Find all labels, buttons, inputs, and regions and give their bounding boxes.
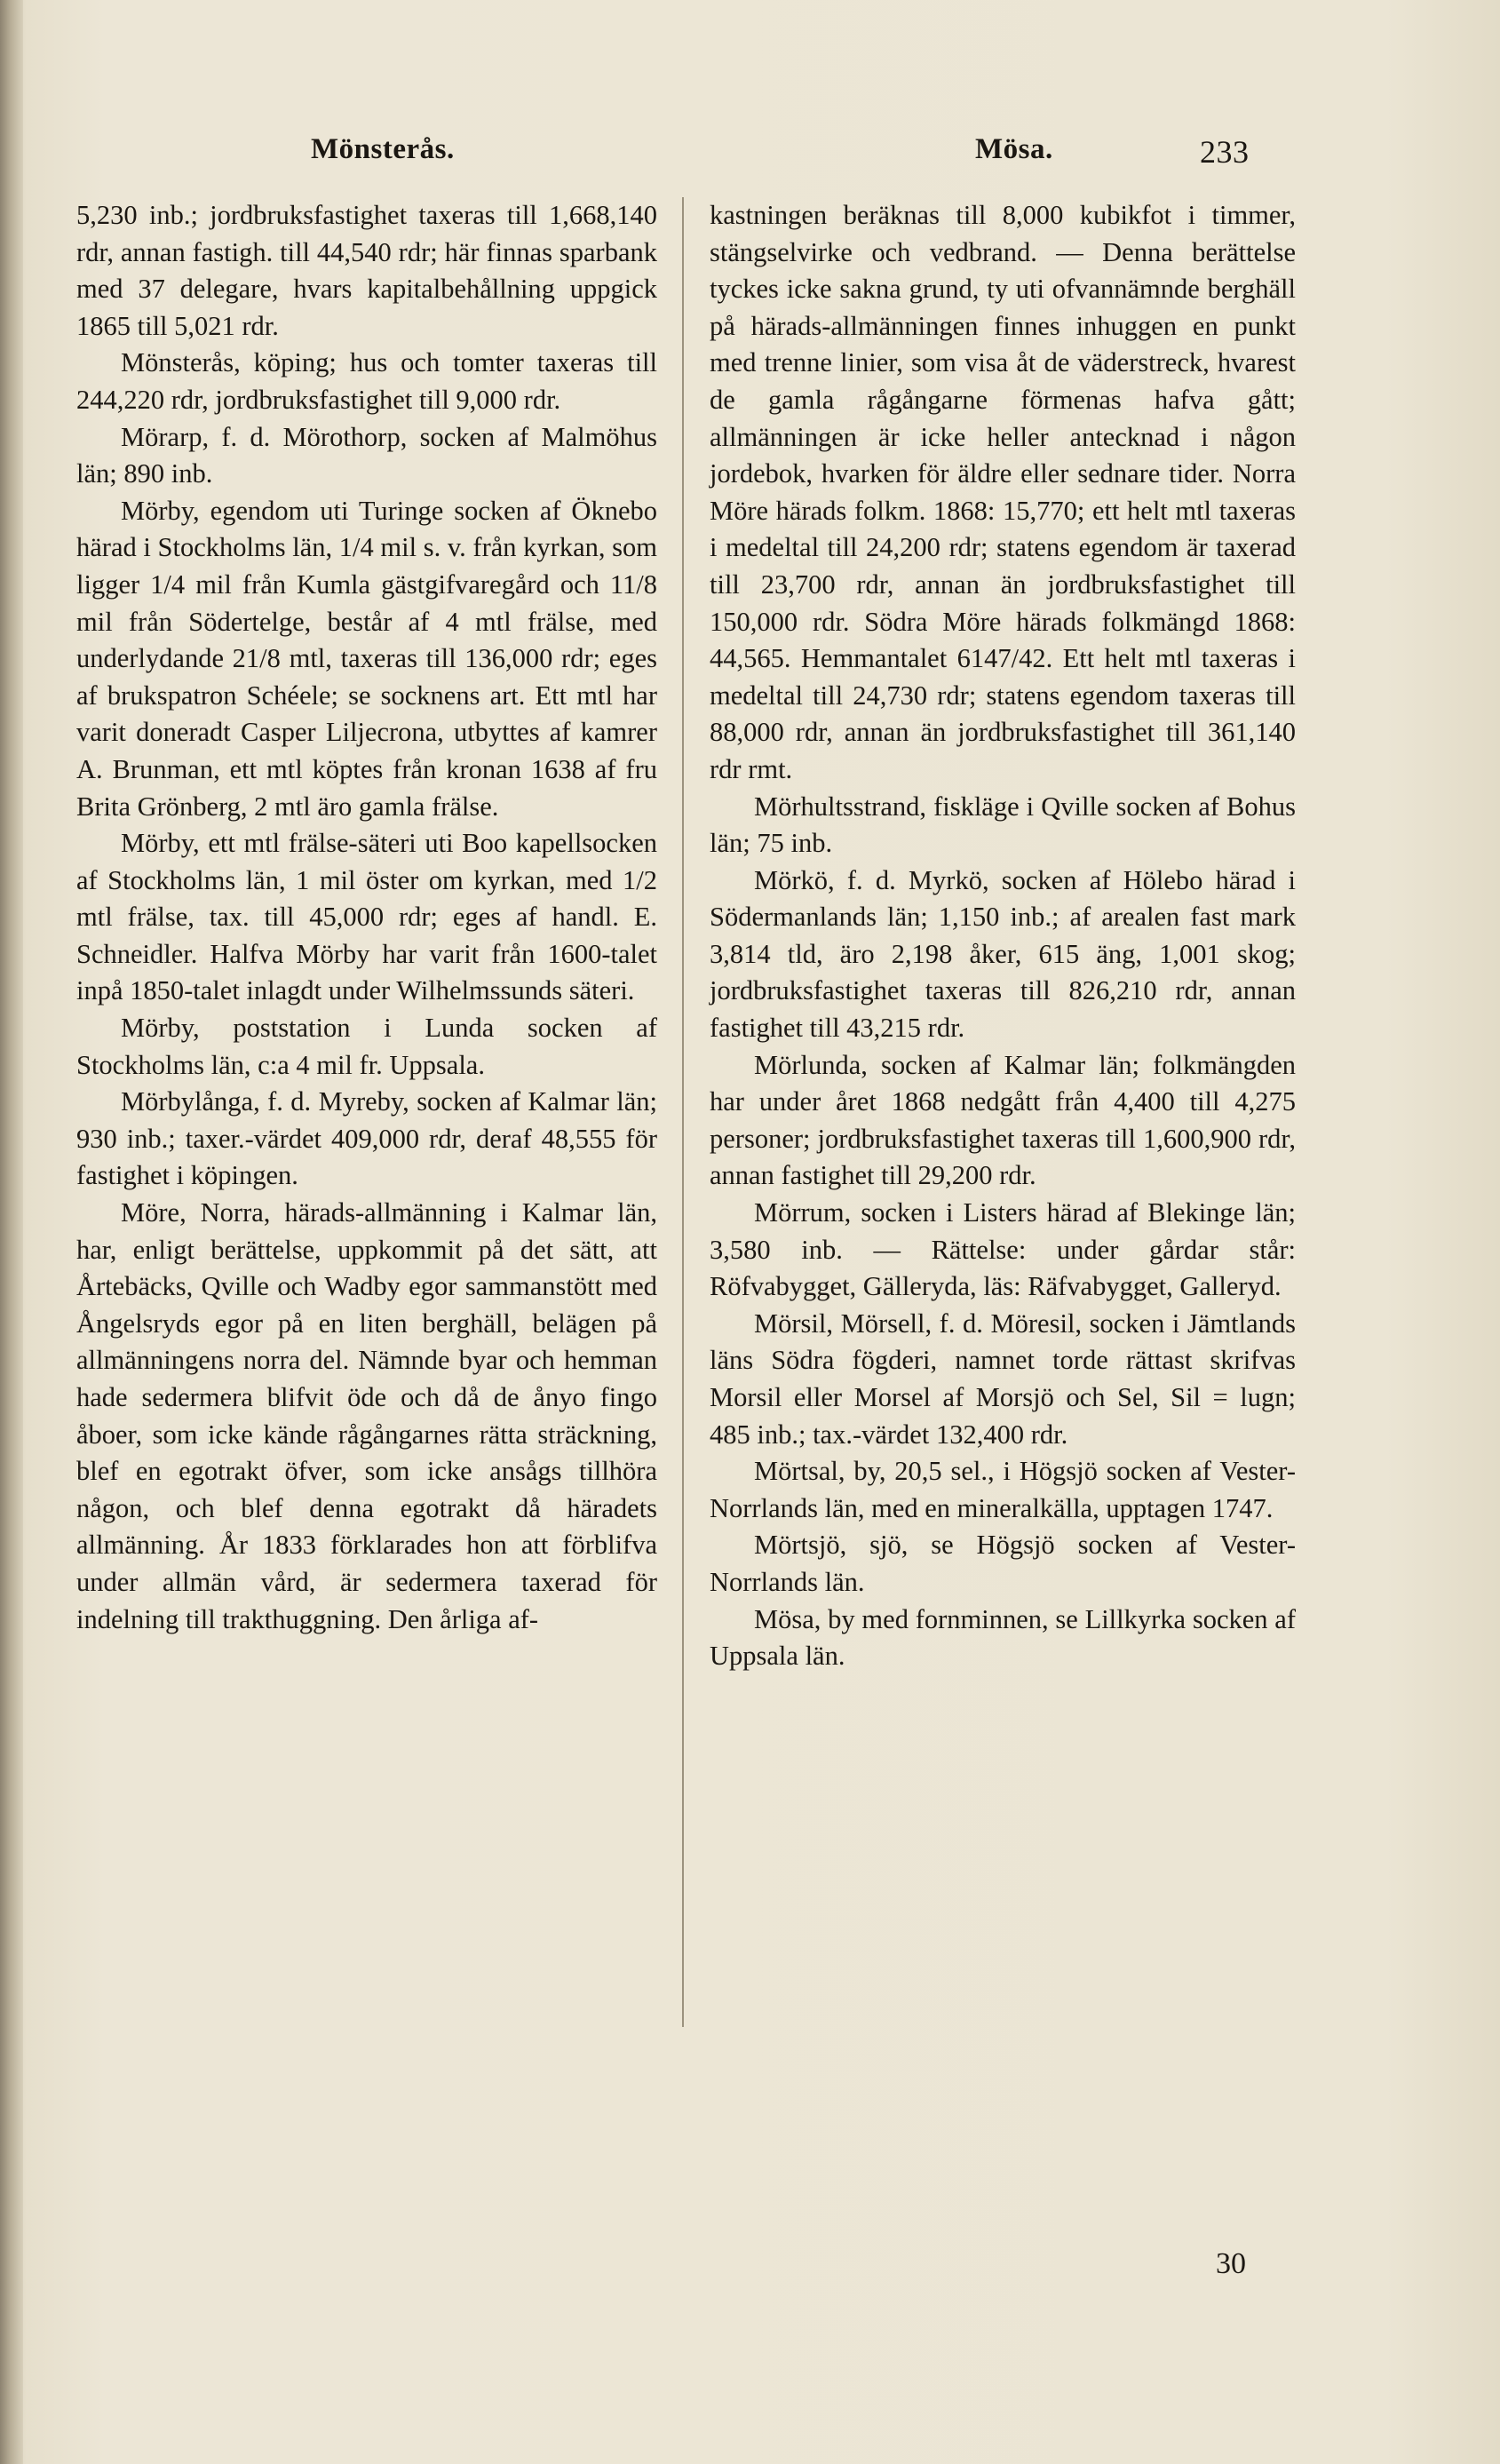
left-column [76, 197, 657, 1638]
right-paragraph-5: Mörrum, socken i Listers härad af Blekinge län; 3,580 inb. — Rättelse: under gårdar står: Röfvabygget, Gälleryda, läs: Räfvabygget, Galleryd. [710, 1197, 1296, 1302]
right-paragraph-8: Mörtsjö, sjö, se Högsjö socken af Vester-Norrlands län. [710, 1530, 1296, 1597]
running-head-right: Mösa. [975, 133, 1053, 165]
left-paragraph-7: Mörbylånga, f. d. Myreby, socken af Kalmar län; 930 inb.; taxer.-värdet 409,000 rdr, deraf 48,555 för fastighet i köpingen. [76, 1086, 657, 1191]
right-paragraph-6: Mörsil, Mörsell, f. d. Möresil, socken i Jämtlands läns Södra fögderi, namnet torde rättast skrifvas Morsil eller Morsel af Morsjö och Sel, Sil = lugn; 485 inb.; tax.-värdet 132,400 rdr. [710, 1308, 1296, 1450]
left-paragraph-3: Mörarp, f. d. Mörothorp, socken af Malmöhus län; 890 inb. [76, 421, 657, 489]
right-paragraph-2: Mörhultsstrand, fiskläge i Qville socken af Bohus län; 75 inb. [710, 791, 1296, 859]
left-paragraph-2: Mönsterås, köping; hus och tomter taxeras till 244,220 rdr, jordbruksfastighet till 9,000 rdr. [76, 347, 657, 415]
left-paragraph-4: Mörby, egendom uti Turinge socken af Öknebo härad i Stockholms län, 1/4 mil s. v. från kyrkan, som ligger 1/4 mil från Kumla gästgifvaregård och 11/8 mil från Södertelge, består af 4 mtl frälse, med underlydande 21/8 mtl, taxeras till 136,000 rdr; eges af brukspatron Schéele; se socknens art. Ett mtl har varit doneradt Casper Liljecrona, utbyttes af kamrer A. Brunman, ett mtl köptes från kronan 1638 af fru Brita Grönberg, 2 mtl äro gamla frälse. [76, 495, 657, 822]
page-binding-edge [0, 0, 23, 2464]
right-paragraph-7: Mörtsal, by, 20,5 sel., i Högsjö socken af Vester-Norrlands län, med en mineralkälla, upptagen 1747. [710, 1456, 1296, 1523]
right-paragraph-1: kastningen beräknas till 8,000 kubikfot i timmer, stängselvirke och vedbrand. — Denna berättelse tyckes icke sakna grund, ty uti ofvannämnde berghäll på härads-allmänningen finnes inhuggen en punkt med trenne linier, som visa åt de väderstreck, hvarest de gamla rågångarne förmenas hafva gått; allmänningen är icke heller antecknad i någon jordebok, hvarken för äldre eller sednare tider. Norra Möre härads folkm. 1868: 15,770; ett helt mtl taxeras i medeltal till 24,200 rdr; statens egendom är taxerad till 23,700 rdr, annan än jordbruksfastighet till 150,000 rdr. Södra Möre härads folkmängd 1868: 44,565. Hemmantalet 6147/42. Ett helt mtl taxeras i medeltal till 24,730 rdr; statens egendom taxeras till 88,000 rdr, annan än jordbruksfastighet till 361,140 rdr rmt. [710, 200, 1296, 784]
left-paragraph-5: Mörby, ett mtl frälse-säteri uti Boo kapellsocken af Stockholms län, 1 mil öster om kyrkan, med 1/2 mtl frälse, tax. till 45,000 rdr; eges af handl. E. Schneidler. Halfva Mörby har varit från 1600-talet inpå 1850-talet inlagdt under Wilhelmssunds säteri. [76, 828, 657, 1006]
right-column [710, 197, 1296, 1675]
column-divider [682, 197, 684, 2027]
page-number: 233 [1200, 134, 1250, 170]
right-paragraph-3: Mörkö, f. d. Myrkö, socken af Hölebo härad i Södermanlands län; 1,150 inb.; af arealen fast mark 3,814 tld, äro 2,198 åker, 615 äng, 1,001 skog; jordbruksfastighet taxeras till 826,210 rdr, annan fastighet till 43,215 rdr. [710, 864, 1296, 1044]
left-paragraph-1: 5,230 inb.; jordbruksfastighet taxeras till 1,668,140 rdr, annan fastigh. till 44,540 rdr; här finnas sparbank med 37 delegare, hvars kapitalbehållning uppgick 1865 till 5,021 rdr. [76, 200, 657, 341]
right-paragraph-4: Mörlunda, socken af Kalmar län; folkmängden har under året 1868 nedgått från 4,400 till 4,275 personer; jordbruksfastighet taxeras till 1,600,900 rdr, annan fastighet till 29,200 rdr. [710, 1049, 1296, 1191]
running-head-left: Mönsterås. [311, 133, 455, 165]
left-paragraph-6: Mörby, poststation i Lunda socken af Stockholms län, c:a 4 mil fr. Uppsala. [76, 1013, 657, 1080]
left-paragraph-8: Möre, Norra, härads-allmänning i Kalmar län, har, enligt berättelse, uppkommit på det sätt, att Årtebäcks, Qville och Wadby egor sammanstött med Ångelsryds egor på en liten berghäll, belägen på allmänningens norra del. Nämnde byar och hemman hade sedermera blifvit öde och då de ånyo fingo åboer, som icke kände rågångarnes rätta sträckning, blef en egotrakt öfver, som icke ansågs tillhöra någon, och blef denna egotrakt då häradets allmänning. År 1833 förklarades hon att förblifva under allmän vård, är sedermera taxerad för indelning till trakthuggning. Den årliga af- [76, 1197, 657, 1634]
signature-mark: 30 [1216, 2247, 1246, 2280]
right-paragraph-9: Mösa, by med fornminnen, se Lillkyrka socken af Uppsala län. [710, 1603, 1296, 1672]
